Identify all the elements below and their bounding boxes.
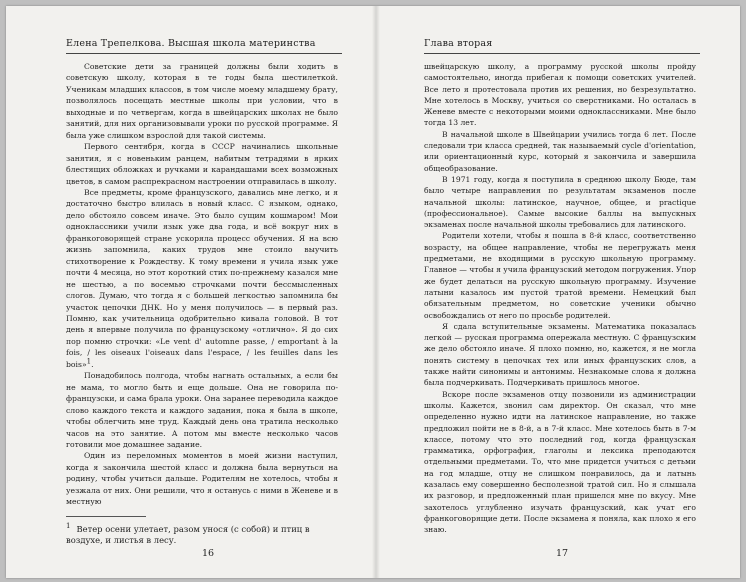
- footnote-rule: [66, 516, 146, 517]
- footnote-text: Ветер осени улетает, разом унося (с собой) и птиц в воздухе, и листья в лесу.: [66, 523, 310, 546]
- right-paragraph-3: В 1971 году, когда я поступила в среднюю школу Бюде, там было четыре направления по результатам экзаменов после начальной школы: латинское, научное, общее, и practique (профессиональное). Самые высокие баллы на выпускных экзаменах после начальной школы требовались для латинского.: [424, 174, 696, 230]
- left-paragraph-1: Советские дети за границей должны были ходить в советскую школу, которая в те годы была шестилеткой. Ученикам младших классов, в том числе моему младшему брату, позволялось посещать местные школы при условии, что в выходные и по четвергам, когда в швейцарских школах не было занятий, для них организовывали уроки по русской программе. Я была уже слишком взрослой для такой системы.: [66, 62, 338, 140]
- footnote-number: 1: [66, 522, 71, 530]
- left-paragraph-5: Один из переломных моментов в моей жизни наступил, когда я закончила шестой класс и должна была вернуться на родину, чтобы учиться дальше. Родителям не хотелось, чтобы я уезжала от них. Они решили, что я останусь с ними в Женеве и в местную: [66, 451, 338, 507]
- right-paragraph-4: Родители хотели, чтобы я пошла в 8-й класс, соответственно возрасту, на общее направление, чтобы не перегружать меня предметами, не входящими в русскую школьную программу. Главное — чтобы я учила французский методом погружения. Упор же будет делаться на русскую школьную программу. Изучение латыни казалось им пустой тратой времени. Немецкий был обязательным предметом, но советские ученики обычно освобождались от него по просьбе родителей.: [424, 231, 696, 320]
- right-body-text: [424, 61, 696, 535]
- left-page: [6, 6, 372, 578]
- right-paragraph-6: Вскоре после экзаменов отцу позвонили из администрации школы. Кажется, звонил сам директор. Он сказал, что мне определенно нужно идти на латинское направление, но также предложил пойти не в 8-й, а в 7-й класс. Мне хотелось быть в 7-м классе, потому что это последний год, когда французская грамматика, орфография, глаголы и лексика преподаются отдельными предметами. То, что мне придется учиться с детьми на год младше, отцу не слишком понравилось, да и латынь казалась ему совершенно бесполезной тратой сил. Но я слышала их разговор, и предложенный план пришелся мне по вкусу. Мне захотелось углубленно изучать французский, как учат его франкоговорящие дети. После экзамена я поняла, как плохо я его знаю.: [424, 389, 696, 535]
- left-paragraph-4: Понадобилось полгода, чтобы нагнать остальных, а если бы не мама, то могло быть и еще дольше. Она не говорила по-французски, и сама брала уроки. Она заранее переводила каждое слово каждого текста и каждого задания, пока я была в школе, чтобы облегчить мне труд. Каждый день она тратила несколько часов на это занятие. А потом мы вместе несколько часов готовили мое домашнее задание.: [66, 371, 338, 449]
- left-header-rule: [66, 53, 342, 54]
- quote-close: »: [81, 359, 87, 369]
- right-paragraph-5: Я сдала вступительные экзамены. Математика показалась легкой — русская программа опережала местную. С французским же дело обстояло иначе. Я плохо помню, но, кажется, я не могла понять систему в цепочках тех или иных французских слов, а также найти синонимы и антонимы. Незнакомые слова я должна была подчеркивать. Подчеркивать пришлось многое.: [424, 321, 696, 388]
- right-page-number: 17: [556, 548, 569, 559]
- right-header-rule: [424, 53, 700, 54]
- book-spread: [6, 6, 740, 578]
- left-body-text: [66, 61, 338, 508]
- footnote: [66, 521, 338, 547]
- left-page-number: 16: [202, 548, 215, 559]
- left-paragraph-2: Первого сентября, когда в СССР начинались школьные занятия, я с новеньким ранцем, набитым тетрадями в ярких блестящих обложках и ручками и карандашами всех возможных цветов, в самом распрекрасном настроении отправилась в школу.: [66, 142, 338, 186]
- right-paragraph-2: В начальной школе в Швейцарии учились тогда 6 лет. После следовали три класса средней, так называемый cycle d'orientation, или ориентационный курс, который я закончила и завершила общеобразование.: [424, 129, 696, 173]
- book-gutter: [372, 6, 380, 578]
- left-running-header: Елена Трепелкова. Высшая школа материнства: [66, 38, 316, 49]
- left-paragraph-3-text: Все предметы, кроме французского, давались мне легко, и я достаточно быстро влилась в новый класс. С языком, однако, дело обстояло совсем иначе. Это было сущим кошмаром! Мои одноклассники учили язык уже два года, и всё вокруг них в франкоговорящей стране ускоряла процесс обучения. Я на всю жизнь запомнила, каких трудов мне стоило выучить стихотворение к Рождеству. К тому времени я учила язык уже почти 4 месяца, но этот короткий стих по-прежнему казался мне не шестью, а по восемью строчками почти бессмысленных слогов. Думаю, что тогда я с большей легкостью запомнила бы участок цепочки ДНК. Но у меня получилось — в первый раз. Помню, как учительница одобрительно кивала головой. В тот день я впервые получила по французскому «отлично». Я до сих пор помню строчки: «Le vent d' automne passe, / emportant à la fois, / les oiseaux l'oiseaux dans l'espace, / les feuilles dans les bois: [66, 187, 338, 369]
- left-paragraph-3: Все предметы, кроме французского, давались мне легко, и я достаточно быстро влилась в новый класс. С языком, однако, дело обстояло совсем иначе. Это было сущим кошмаром! Мои одноклассники учили язык уже два года, и всё вокруг них в франкоговорящей стране ускоряла процесс обучения. Я на всю жизнь запомнила, каких трудов мне стоило выучить стихотворение к Рождеству. К тому времени я учила язык уже почти 4 месяца, но этот короткий стих по-прежнему казался мне не шестью, а по восемью строчками почти бессмысленных слогов. Думаю, что тогда я с большей легкостью запомнила бы участок цепочки ДНК. Но у меня получилось — в первый раз. Помню, как учительница одобрительно кивала головой. В тот день я впервые получила по французскому «отлично». Я до сих пор помню строчки: «Le vent d' automne passe, / emportant à la fois, / les oiseaux l'oiseaux dans l'espace, / les feuilles dans les bois»1.: [66, 187, 338, 369]
- right-running-header: Глава вторая: [424, 38, 493, 49]
- right-paragraph-1: швейцарскую школу, а программу русской школы пройду самостоятельно, иногда прибегая к помощи советских учителей. Все лето я протестовала против их решения, но безрезультатно. Мне хотелось в Москву, учиться со сверстниками. Но осталась в Женеве вместе с некоторыми моими одноклассниками. Мне было тогда 13 лет.: [424, 62, 696, 128]
- right-page: [380, 6, 740, 578]
- footnote-reference: 1: [86, 357, 92, 366]
